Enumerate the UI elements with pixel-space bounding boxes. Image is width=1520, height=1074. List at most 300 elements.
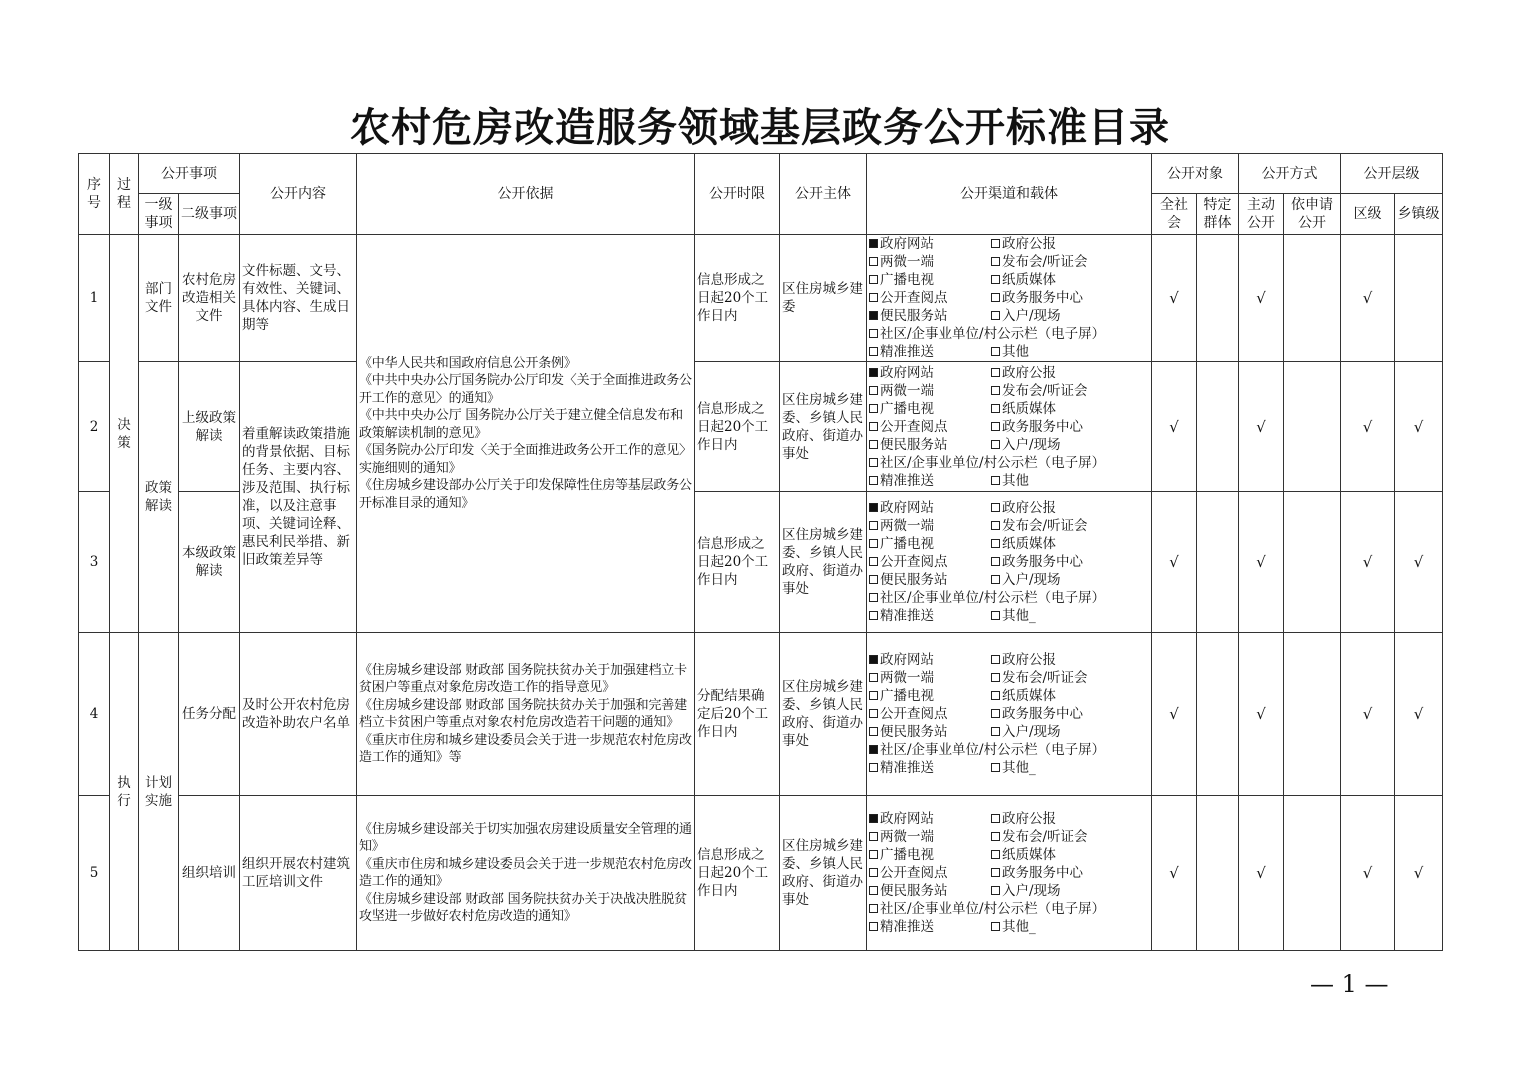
- unchecked-box-icon: [991, 611, 1000, 620]
- channel-label: 纸质媒体: [1002, 272, 1056, 288]
- unchecked-box-icon: [991, 521, 1000, 530]
- channel-line: [869, 669, 1149, 687]
- row-time-limit: 信息形成之日起20个工作日内: [695, 796, 780, 951]
- unchecked-box-icon: [991, 922, 1000, 931]
- channel-line: [869, 307, 1149, 325]
- unchecked-box-icon: [991, 239, 1000, 248]
- checked-box-icon: [869, 814, 878, 823]
- check-target-group: [1197, 492, 1239, 633]
- channel-label: 公开查阅点: [880, 865, 948, 881]
- channel-option: [869, 669, 991, 687]
- channel-line: [869, 382, 1149, 400]
- unchecked-box-icon: [869, 458, 878, 467]
- channel-option: [869, 553, 991, 571]
- header-channel: 公开渠道和载体: [867, 154, 1152, 235]
- channel-line: [869, 651, 1149, 669]
- row-seq: 5: [79, 796, 110, 951]
- row-basis: 《住房城乡建设部 财政部 国务院扶贫办关于加强建档立卡贫困户等重点对象危房改造工作的指导意见》 《住房城乡建设部 财政部 国务院扶贫办关于加强和完善建档立卡贫困户等重点对象农村危房改造若干问题的通知》 《重庆市住房和城乡建设委员会关于进一步规范农村危房改造工作的通知》等: [357, 633, 695, 796]
- channel-option: [869, 741, 1105, 759]
- channel-line: [869, 810, 1149, 828]
- channel-label: 其他: [1002, 472, 1029, 489]
- channel-option: [869, 436, 991, 454]
- channel-option: [869, 846, 991, 864]
- unchecked-box-icon: [869, 347, 878, 356]
- channel-line: [869, 846, 1149, 864]
- channel-line: [869, 499, 1149, 517]
- channel-option: [869, 900, 1105, 918]
- channel-option: [869, 864, 991, 882]
- channel-option: [991, 400, 1056, 418]
- disclosure-catalog-table: [78, 153, 1443, 951]
- channel-option: [991, 723, 1061, 741]
- channel-label: 纸质媒体: [1002, 536, 1056, 552]
- channel-label: 政务服务中心: [1002, 418, 1083, 435]
- channel-label: 政务服务中心: [1002, 554, 1083, 570]
- check-mode-active: √: [1239, 492, 1284, 633]
- channel-option: [991, 846, 1056, 864]
- unchecked-box-icon: [991, 709, 1000, 718]
- unchecked-box-icon: [991, 868, 1000, 877]
- channel-line: [869, 535, 1149, 553]
- channel-label: 广播电视: [880, 272, 934, 288]
- channel-line: [869, 235, 1149, 253]
- unchecked-box-icon: [869, 557, 878, 566]
- channel-label: 政府公报: [1002, 364, 1056, 381]
- row-subject: 区住房城乡建委: [780, 235, 867, 362]
- unchecked-box-icon: [991, 727, 1000, 736]
- row-time-limit: 信息形成之日起20个工作日内: [695, 235, 780, 362]
- unchecked-box-icon: [869, 476, 878, 485]
- check-mode-apply: [1284, 362, 1341, 492]
- unchecked-box-icon: [991, 293, 1000, 302]
- check-level-district: √: [1341, 633, 1395, 796]
- channel-option: [869, 589, 1105, 607]
- channel-label: 政务服务中心: [1002, 706, 1083, 722]
- channel-option: [991, 864, 1083, 882]
- row-channels: [867, 633, 1152, 796]
- process-decision: 决策: [110, 235, 139, 633]
- channel-label: 两微一端: [880, 382, 934, 399]
- header-level-town: 乡镇级: [1395, 194, 1443, 235]
- checked-box-icon: [869, 503, 878, 512]
- check-target-all: √: [1152, 362, 1197, 492]
- channel-option: [869, 759, 991, 777]
- check-level-town: √: [1395, 796, 1443, 951]
- unchecked-box-icon: [869, 850, 878, 859]
- unchecked-box-icon: [869, 521, 878, 530]
- header-basis: 公开依据: [357, 154, 695, 235]
- unchecked-box-icon: [991, 557, 1000, 566]
- channel-label: 政府网站: [880, 236, 934, 252]
- row-seq: 4: [79, 633, 110, 796]
- channel-line: [869, 472, 1149, 490]
- channel-option: [869, 607, 991, 625]
- header-content: 公开内容: [240, 154, 357, 235]
- channel-option: [869, 828, 991, 846]
- row-time-limit: 信息形成之日起20个工作日内: [695, 492, 780, 633]
- channel-option: [869, 382, 991, 400]
- unchecked-box-icon: [869, 440, 878, 449]
- channel-option: [991, 669, 1088, 687]
- row-content: 及时公开农村危房改造补助农户名单: [240, 633, 357, 796]
- header-mode-apply: 依申请公开: [1284, 194, 1341, 235]
- header-level2: 二级事项: [179, 194, 240, 235]
- checked-box-icon: [869, 239, 878, 248]
- channel-label: 其他: [1002, 344, 1029, 360]
- channel-option: [869, 723, 991, 741]
- unchecked-box-icon: [991, 440, 1000, 449]
- unchecked-box-icon: [869, 329, 878, 338]
- row-subject: 区住房城乡建委、乡镇人民政府、街道办事处: [780, 796, 867, 951]
- channel-label: 其他_: [1002, 919, 1036, 935]
- unchecked-box-icon: [991, 476, 1000, 485]
- channel-option: [991, 499, 1056, 517]
- header-target-group: 特定群体: [1197, 194, 1239, 235]
- unchecked-box-icon: [991, 655, 1000, 664]
- channel-label: 其他_: [1002, 760, 1036, 776]
- channel-line: [869, 882, 1149, 900]
- channel-option: [869, 307, 991, 325]
- channel-label: 公开查阅点: [880, 706, 948, 722]
- header-level1: 一级事项: [139, 194, 179, 235]
- channel-option: [991, 810, 1056, 828]
- table-row: [79, 796, 1443, 951]
- channel-label: 政务服务中心: [1002, 290, 1083, 306]
- unchecked-box-icon: [991, 503, 1000, 512]
- channel-label: 纸质媒体: [1002, 400, 1056, 417]
- row-channels: [867, 492, 1152, 633]
- row-seq: 1: [79, 235, 110, 362]
- unchecked-box-icon: [869, 922, 878, 931]
- header-item: 公开事项: [139, 154, 240, 194]
- channel-label: 政务服务中心: [1002, 865, 1083, 881]
- channel-option: [991, 918, 1036, 936]
- row-channels: [867, 362, 1152, 492]
- check-level-district: √: [1341, 796, 1395, 951]
- channel-label: 纸质媒体: [1002, 688, 1056, 704]
- channel-label: 公开查阅点: [880, 418, 948, 435]
- channel-label: 广播电视: [880, 536, 934, 552]
- unchecked-box-icon: [869, 691, 878, 700]
- unchecked-box-icon: [869, 673, 878, 682]
- channel-line: [869, 454, 1149, 472]
- channel-option: [869, 454, 1105, 472]
- channel-option: [991, 364, 1056, 382]
- table-row: [79, 235, 1443, 362]
- channel-line: [869, 364, 1149, 382]
- channel-label: 入户/现场: [1002, 436, 1061, 453]
- row-seq: 2: [79, 362, 110, 492]
- unchecked-box-icon: [869, 293, 878, 302]
- channel-line: [869, 418, 1149, 436]
- channel-line: [869, 607, 1149, 625]
- level1-policy-interp: 政策解读: [139, 362, 179, 633]
- row-channels: [867, 796, 1152, 951]
- unchecked-box-icon: [869, 611, 878, 620]
- channel-option: [869, 882, 991, 900]
- unchecked-box-icon: [991, 832, 1000, 841]
- channel-option: [991, 289, 1083, 307]
- channel-line: [869, 253, 1149, 271]
- channel-option: [991, 418, 1083, 436]
- checked-box-icon: [869, 655, 878, 664]
- channel-label: 发布会/听证会: [1002, 254, 1088, 270]
- unchecked-box-icon: [869, 868, 878, 877]
- channel-option: [991, 535, 1056, 553]
- check-level-town: √: [1395, 362, 1443, 492]
- checked-box-icon: [869, 745, 878, 754]
- channel-label: 政府公报: [1002, 811, 1056, 827]
- check-mode-active: √: [1239, 633, 1284, 796]
- row-level2: 任务分配: [179, 633, 240, 796]
- channel-label: 发布会/听证会: [1002, 829, 1088, 845]
- header-mode: 公开方式: [1239, 154, 1341, 194]
- row-time-limit: 分配结果确定后20个工作日内: [695, 633, 780, 796]
- check-target-group: [1197, 633, 1239, 796]
- check-target-all: √: [1152, 492, 1197, 633]
- channel-label: 入户/现场: [1002, 883, 1061, 899]
- check-target-group: [1197, 796, 1239, 951]
- channel-option: [991, 651, 1056, 669]
- channel-option: [869, 271, 991, 289]
- unchecked-box-icon: [869, 539, 878, 548]
- check-mode-apply: [1284, 492, 1341, 633]
- channel-option: [869, 472, 991, 490]
- unchecked-box-icon: [991, 691, 1000, 700]
- channel-option: [869, 235, 991, 253]
- level1-plan-impl: 计划实施: [139, 633, 179, 951]
- channel-label: 公开查阅点: [880, 290, 948, 306]
- channel-option: [869, 418, 991, 436]
- channel-label: 广播电视: [880, 400, 934, 417]
- unchecked-box-icon: [869, 386, 878, 395]
- channel-label: 两微一端: [880, 829, 934, 845]
- check-level-town: [1395, 235, 1443, 362]
- unchecked-box-icon: [869, 275, 878, 284]
- check-target-all: √: [1152, 796, 1197, 951]
- channel-option: [869, 400, 991, 418]
- row-level2: 组织培训: [179, 796, 240, 951]
- unchecked-box-icon: [869, 709, 878, 718]
- channel-option: [869, 253, 991, 271]
- channel-option: [869, 705, 991, 723]
- channel-option: [869, 325, 1105, 343]
- process-execution: 执行: [110, 633, 139, 951]
- row-subject: 区住房城乡建委、乡镇人民政府、街道办事处: [780, 492, 867, 633]
- channel-label: 其他_: [1002, 608, 1036, 624]
- channel-line: [869, 553, 1149, 571]
- channel-label: 广播电视: [880, 847, 934, 863]
- checked-box-icon: [869, 311, 878, 320]
- channel-label: 发布会/听证会: [1002, 382, 1088, 399]
- checked-box-icon: [869, 368, 878, 377]
- unchecked-box-icon: [991, 257, 1000, 266]
- unchecked-box-icon: [869, 904, 878, 913]
- channel-label: 入户/现场: [1002, 724, 1061, 740]
- unchecked-box-icon: [991, 763, 1000, 772]
- channel-option: [991, 687, 1056, 705]
- unchecked-box-icon: [991, 311, 1000, 320]
- check-target-group: [1197, 235, 1239, 362]
- channel-line: [869, 289, 1149, 307]
- row-basis: 《住房城乡建设部关于切实加强农房建设质量安全管理的通知》 《重庆市住房和城乡建设委员会关于进一步规范农村危房改造工作的通知》 《住房城乡建设部 财政部 国务院扶贫办关于决战决胜脱贫攻坚进一步做好农村危房改造的通知》: [357, 796, 695, 951]
- channel-line: [869, 687, 1149, 705]
- unchecked-box-icon: [869, 422, 878, 431]
- check-mode-apply: [1284, 633, 1341, 796]
- unchecked-box-icon: [869, 727, 878, 736]
- channel-option: [869, 289, 991, 307]
- channel-label: 政府网站: [880, 500, 934, 516]
- channel-option: [991, 571, 1061, 589]
- row-level2: 上级政策解读: [179, 362, 240, 492]
- shared-basis: 《中华人民共和国政府信息公开条例》 《中共中央办公厅国务院办公厅印发〈关于全面推进政务公开工作的意见〉的通知》 《中共中央办公厅 国务院办公厅关于建立健全信息发布和政策解读机制的意见》 《国务院办公厅印发〈关于全面推进政务公开工作的意见〉实施细则的通知》 《住房城乡建设部办公厅关于印发保障性住房等基层政务公开标准目录的通知》: [357, 235, 695, 633]
- channel-line: [869, 759, 1149, 777]
- channel-label: 便民服务站: [880, 436, 948, 453]
- channel-label: 入户/现场: [1002, 572, 1061, 588]
- header-subject: 公开主体: [780, 154, 867, 235]
- channel-line: [869, 864, 1149, 882]
- row-level2: 本级政策解读: [179, 492, 240, 633]
- check-mode-active: √: [1239, 796, 1284, 951]
- row-subject: 区住房城乡建委、乡镇人民政府、街道办事处: [780, 633, 867, 796]
- channel-label: 两微一端: [880, 518, 934, 534]
- channel-line: [869, 705, 1149, 723]
- channel-option: [991, 436, 1061, 454]
- channel-line: [869, 741, 1149, 759]
- unchecked-box-icon: [869, 886, 878, 895]
- channel-line: [869, 400, 1149, 418]
- unchecked-box-icon: [991, 422, 1000, 431]
- channel-option: [991, 553, 1083, 571]
- header-level: 公开层级: [1341, 154, 1443, 194]
- channel-line: [869, 900, 1149, 918]
- page-number: — 1 —: [1310, 970, 1389, 998]
- channel-option: [991, 307, 1061, 325]
- unchecked-box-icon: [869, 763, 878, 772]
- channel-option: [991, 382, 1088, 400]
- channel-line: [869, 325, 1149, 343]
- channel-label: 公开查阅点: [880, 554, 948, 570]
- channel-option: [991, 705, 1083, 723]
- channel-label: 精准推送: [880, 760, 934, 776]
- channel-option: [869, 571, 991, 589]
- unchecked-box-icon: [991, 673, 1000, 682]
- channel-label: 社区/企事业单位/村公示栏（电子屏）: [880, 454, 1106, 471]
- check-mode-active: √: [1239, 235, 1284, 362]
- check-mode-apply: [1284, 796, 1341, 951]
- level1-dept-docs: 部门文件: [139, 235, 179, 362]
- channel-line: [869, 918, 1149, 936]
- channel-option: [991, 882, 1061, 900]
- header-process: 过程: [110, 154, 139, 235]
- channel-line: [869, 571, 1149, 589]
- channel-option: [869, 364, 991, 382]
- unchecked-box-icon: [991, 814, 1000, 823]
- row-level2: 农村危房改造相关文件: [179, 235, 240, 362]
- header-level-district: 区级: [1341, 194, 1395, 235]
- channel-option: [991, 828, 1088, 846]
- channel-label: 政府公报: [1002, 500, 1056, 516]
- header-target: 公开对象: [1152, 154, 1239, 194]
- unchecked-box-icon: [869, 575, 878, 584]
- unchecked-box-icon: [991, 404, 1000, 413]
- unchecked-box-icon: [991, 850, 1000, 859]
- check-mode-active: √: [1239, 362, 1284, 492]
- unchecked-box-icon: [991, 386, 1000, 395]
- channel-label: 发布会/听证会: [1002, 518, 1088, 534]
- unchecked-box-icon: [991, 368, 1000, 377]
- channel-label: 社区/企事业单位/村公示栏（电子屏）: [880, 590, 1106, 606]
- unchecked-box-icon: [869, 593, 878, 602]
- unchecked-box-icon: [991, 886, 1000, 895]
- unchecked-box-icon: [869, 257, 878, 266]
- check-level-town: √: [1395, 492, 1443, 633]
- channel-label: 政府公报: [1002, 652, 1056, 668]
- table-row: [79, 362, 1443, 492]
- channel-line: [869, 828, 1149, 846]
- check-mode-apply: [1284, 235, 1341, 362]
- channel-option: [991, 343, 1029, 361]
- unchecked-box-icon: [991, 347, 1000, 356]
- channel-label: 政府网站: [880, 364, 934, 381]
- channel-label: 入户/现场: [1002, 308, 1061, 324]
- header-time-limit: 公开时限: [695, 154, 780, 235]
- header-seq: 序号: [79, 154, 110, 235]
- channel-label: 纸质媒体: [1002, 847, 1056, 863]
- channel-option: [869, 343, 991, 361]
- channel-label: 政府公报: [1002, 236, 1056, 252]
- shared-policy-content: 着重解读政策措施的背景依据、目标任务、主要内容、涉及范围、执行标准，以及注意事项、关键词诠释、惠民利民举措、新旧政策差异等: [240, 362, 357, 633]
- channel-label: 政府网站: [880, 811, 934, 827]
- channel-option: [869, 687, 991, 705]
- channel-label: 发布会/听证会: [1002, 670, 1088, 686]
- row-content: 文件标题、文号、有效性、关键词、具体内容、生成日期等: [240, 235, 357, 362]
- channel-label: 便民服务站: [880, 308, 948, 324]
- check-level-district: √: [1341, 492, 1395, 633]
- channel-option: [991, 517, 1088, 535]
- channel-label: 政府网站: [880, 652, 934, 668]
- channel-line: [869, 723, 1149, 741]
- row-content: 组织开展农村建筑工匠培训文件: [240, 796, 357, 951]
- channel-line: [869, 271, 1149, 289]
- channel-label: 便民服务站: [880, 883, 948, 899]
- unchecked-box-icon: [991, 539, 1000, 548]
- channel-label: 精准推送: [880, 344, 934, 360]
- channel-label: 社区/企事业单位/村公示栏（电子屏）: [880, 326, 1106, 342]
- channel-option: [991, 253, 1088, 271]
- channel-line: [869, 343, 1149, 361]
- channel-line: [869, 517, 1149, 535]
- channel-option: [869, 918, 991, 936]
- row-subject: 区住房城乡建委、乡镇人民政府、街道办事处: [780, 362, 867, 492]
- channel-option: [991, 235, 1056, 253]
- unchecked-box-icon: [869, 404, 878, 413]
- channel-option: [869, 810, 991, 828]
- unchecked-box-icon: [869, 832, 878, 841]
- channel-label: 便民服务站: [880, 724, 948, 740]
- channel-label: 社区/企事业单位/村公示栏（电子屏）: [880, 901, 1106, 917]
- row-channels: [867, 235, 1152, 362]
- channel-line: [869, 436, 1149, 454]
- check-target-all: √: [1152, 235, 1197, 362]
- check-target-all: √: [1152, 633, 1197, 796]
- channel-label: 精准推送: [880, 608, 934, 624]
- channel-option: [991, 271, 1056, 289]
- channel-label: 精准推送: [880, 472, 934, 489]
- channel-option: [991, 472, 1029, 490]
- channel-option: [869, 651, 991, 669]
- channel-option: [869, 535, 991, 553]
